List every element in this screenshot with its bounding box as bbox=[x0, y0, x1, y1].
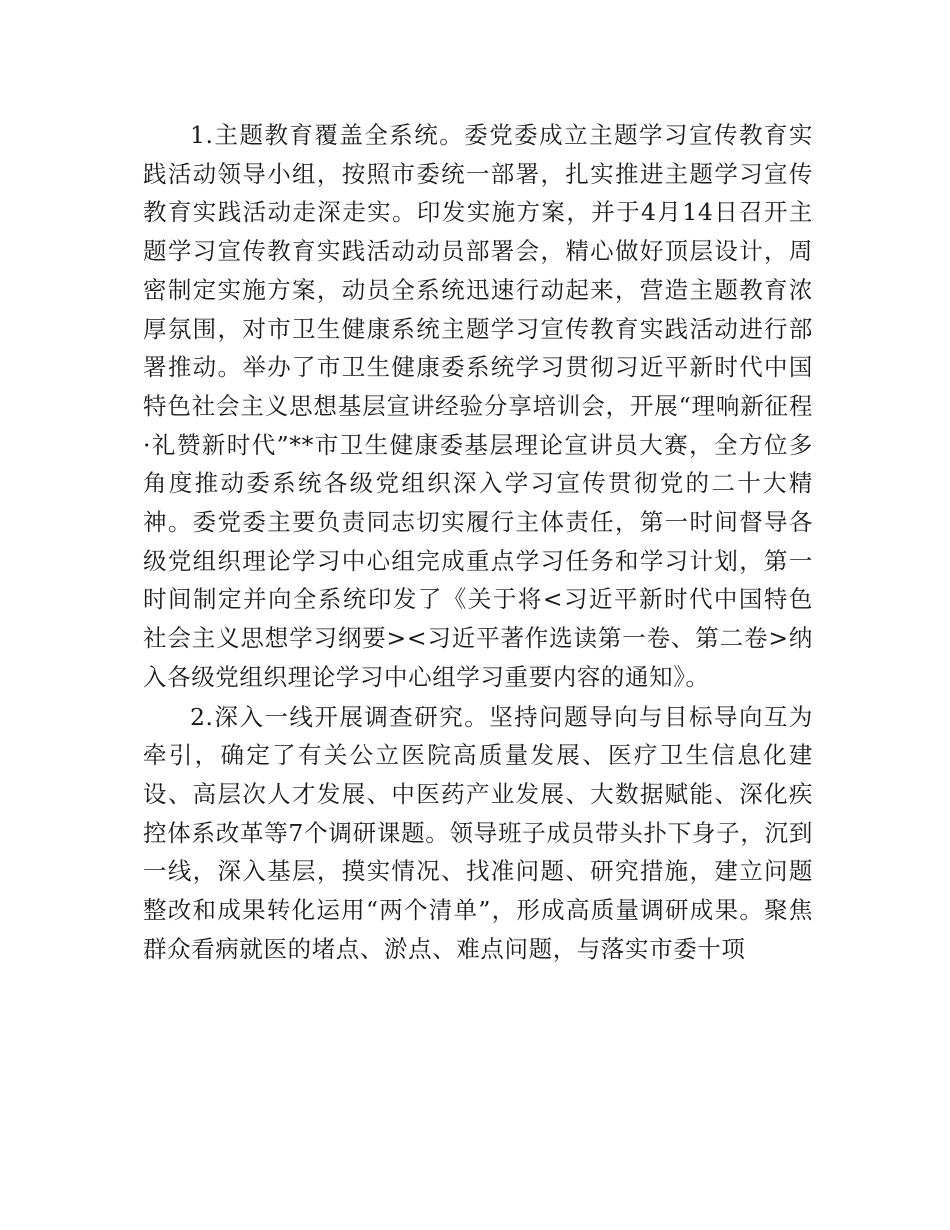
paragraph-field-research: 2.深入一线开展调查研究。坚持问题导向与目标导向互为牵引，确定了有关公立医院高质量发展、医疗卫生信息化建设、高层次人才发展、中医药产业发展、大数据赋能、深化疾控体系改革等7个调研课题。领导班子成员带头扑下身子，沉到一线，深入基层，摸实情况、找准问题、研究措施，建立问题整改和成果转化运用“两个清单”，形成高质量调研成果。聚焦群众看病就医的堵点、淤点、难点问题，与落实市委十项 bbox=[143, 702, 813, 963]
paragraph-theme-education: 1.主题教育覆盖全系统。委党委成立主题学习宣传教育实践活动领导小组，按照市委统一部署，扎实推进主题学习宣传教育实践活动走深走实。印发实施方案，并于4月14日召开主题学习宣传教育实践活动动员部署会，精心做好顶层设计，周密制定实施方案，动员全系统迅速行动起来，营造主题教育浓厚氛围，对市卫生健康系统主题学习宣传教育实践活动进行部署推动。举办了市卫生健康委系统学习贯彻习近平新时代中国特色社会主义思想基层宣讲经验分享培训会，开展“理响新征程·礼赞新时代”**市卫生健康委基层理论宣讲员大赛，全方位多角度推动委系统各级党组织深入学习宣传贯彻党的二十大精神。委党委主要负责同志切实履行主体责任，第一时间督导各级党组织理论学习中心组完成重点学习任务和学习计划，第一时间制定并向全系统印发了《关于将<习近平新时代中国特色社会主义思想学习纲要><习近平著作选读第一卷、第二卷>纳入各级党组织理论学习中心组学习重要内容的通知》。 bbox=[143, 121, 813, 691]
document-body bbox=[143, 116, 813, 968]
